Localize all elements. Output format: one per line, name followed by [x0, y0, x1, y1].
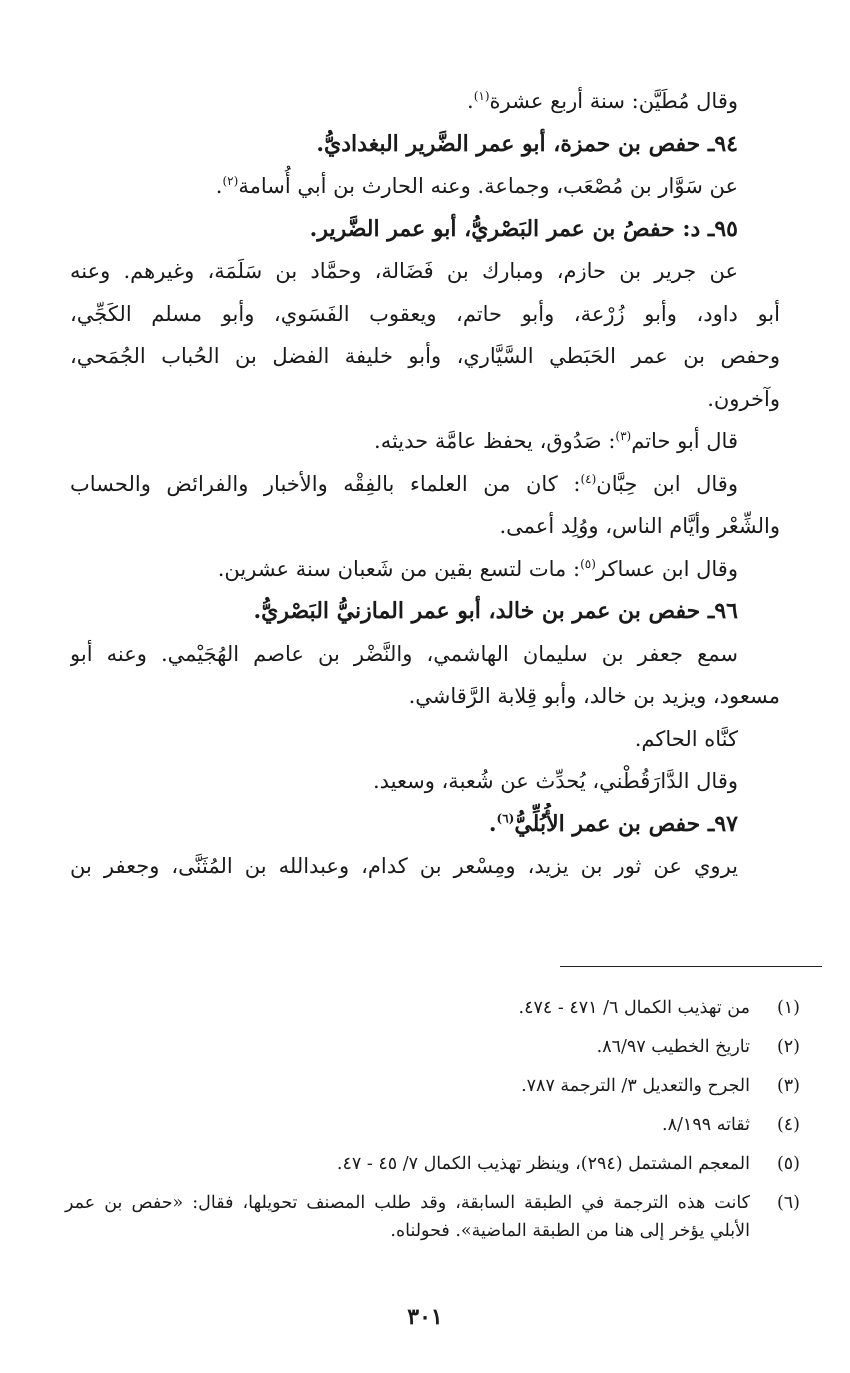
text-line: عن جرير بن حازم، ومبارك بن فَضَالة، وحمَّاد بن سَلَمَة، وغيرهم. وعنه [70, 259, 738, 283]
entry-heading [70, 123, 780, 166]
line-end: . [215, 174, 223, 198]
line-text: عن سَوَّار بن مُصْعَب، وجماعة. وعنه الحارث بن أبي أُسامة [238, 174, 738, 198]
line-end: . [467, 89, 474, 113]
heading-text: ٩٥ـ د: حفصُ بن عمر البَصْريُّ، أبو عمر الضَّرير. [309, 215, 738, 242]
text-line [70, 420, 780, 463]
entry-heading [70, 803, 780, 846]
text-line [70, 80, 780, 123]
footnote-ref[interactable]: (٦) [496, 811, 515, 826]
footnote-ref[interactable]: (٣) [615, 429, 632, 443]
page-number: ٣٠١ [407, 1304, 443, 1330]
line-text: : صَدُوق، يحفظ عامَّة حديثه. [374, 429, 616, 453]
text-line: والشِّعْر وأيَّام الناس، ووُلِد أعمى. [499, 514, 780, 538]
footnote-item [65, 1072, 800, 1100]
line-text: وقال ابن حِبَّان [596, 471, 738, 496]
footnote-number: (١) [776, 998, 800, 1018]
text-line: وحفص بن عمر الحَبَطي السَّيَّاري، وأبو خليفة الفضل بن الحُباب الجُمَحي، [70, 344, 780, 368]
footnote-text: المعجم المشتمل (٢٩٤)، وينظر تهذيب الكمال ٧/ ٤٥ - ٤٧. [336, 1154, 750, 1174]
text-line: سمع جعفر بن سليمان الهاشمي، والنَّضْر بن عاصم الهُجَيْمي. وعنه أبو [70, 641, 738, 666]
text-line: وقال الدَّارَقُطْني، يُحدِّث عن شُعبة، وسعيد. [372, 769, 738, 793]
line-text: وقال مُطَيَّن: سنة أربع عشرة [489, 89, 738, 113]
entry-heading [70, 590, 780, 633]
footnotes [65, 994, 800, 1256]
footnote-item [65, 994, 800, 1022]
footnote-number: (٦) [776, 1193, 800, 1213]
footnote-item [65, 1150, 800, 1178]
text-line [70, 165, 780, 208]
footnote-number: (٣) [776, 1076, 800, 1096]
footnote-ref[interactable]: (٤) [580, 471, 597, 486]
text-line: وآخرون. [707, 386, 780, 411]
text-line: يروي عن ثور بن يزيد، ومِسْعر بن كدام، وعبدالله بن المُثَنَّى، وجعفر بن [70, 854, 738, 878]
main-text [70, 80, 780, 888]
text-line [70, 548, 780, 591]
line-text: قال أبو حاتم [631, 429, 738, 453]
footnote-item [65, 1189, 800, 1245]
heading-text: ٩٤ـ حفص بن حمزة، أبو عمر الضَّرير البغداديُّ. [316, 130, 738, 157]
line-text: وقال ابن عساكر [595, 556, 738, 581]
heading-text: ٩٦ـ حفص بن عمر بن خالد، أبو عمر المازنيُّ البَصْريُّ. [253, 598, 738, 624]
footnote-text: كانت هذه الترجمة في الطبقة السابقة، وقد طلب المصنف تحويلها، فقال: «حفص بن عمر الأبلي يؤخر إلى هنا من الطبقة الماضية». فحولناه. [65, 1193, 750, 1241]
footnote-ref[interactable]: (٥) [580, 556, 596, 571]
footnote-item [65, 1111, 800, 1139]
heading-text: ٩٧ـ حفص بن عمر الأُبُلِّيُّ [514, 810, 738, 837]
footnote-ref[interactable]: (٢) [222, 174, 239, 188]
text-line: كنَّاه الحاكم. [634, 726, 738, 751]
footnote-item [65, 1033, 800, 1061]
footnote-number: (٥) [776, 1154, 800, 1174]
text-line: مسعود، ويزيد بن خالد، وأبو قِلابة الرَّقاشي. [408, 684, 780, 708]
footnote-text: من تهذيب الكمال ٦/ ٤٧١ - ٤٧٤. [518, 998, 750, 1018]
footnote-divider [560, 966, 822, 967]
footnote-ref[interactable]: (١) [473, 89, 490, 103]
entry-heading [70, 208, 780, 251]
text-line [70, 463, 780, 506]
line-text: : كان من العلماء بالفِقْه والأخبار والفرائض والحساب [70, 471, 581, 496]
footnote-text: ثقاته ٨/١٩٩. [662, 1115, 750, 1135]
text-line: أبو داود، وأبو زُرْعة، وأبو حاتم، ويعقوب الفَسَوي، وأبو مسلم الكَجِّي، [70, 301, 780, 326]
line-text: : مات لتسع بقين من شَعبان سنة عشرين. [217, 556, 581, 581]
line-end: . [488, 810, 497, 837]
footnote-text: تاريخ الخطيب ٨٦/٩٧. [596, 1037, 750, 1057]
footnote-number: (٤) [776, 1115, 800, 1135]
footnote-number: (٢) [776, 1037, 800, 1057]
footnote-text: الجرح والتعديل ٣/ الترجمة ٧٨٧. [521, 1076, 750, 1096]
